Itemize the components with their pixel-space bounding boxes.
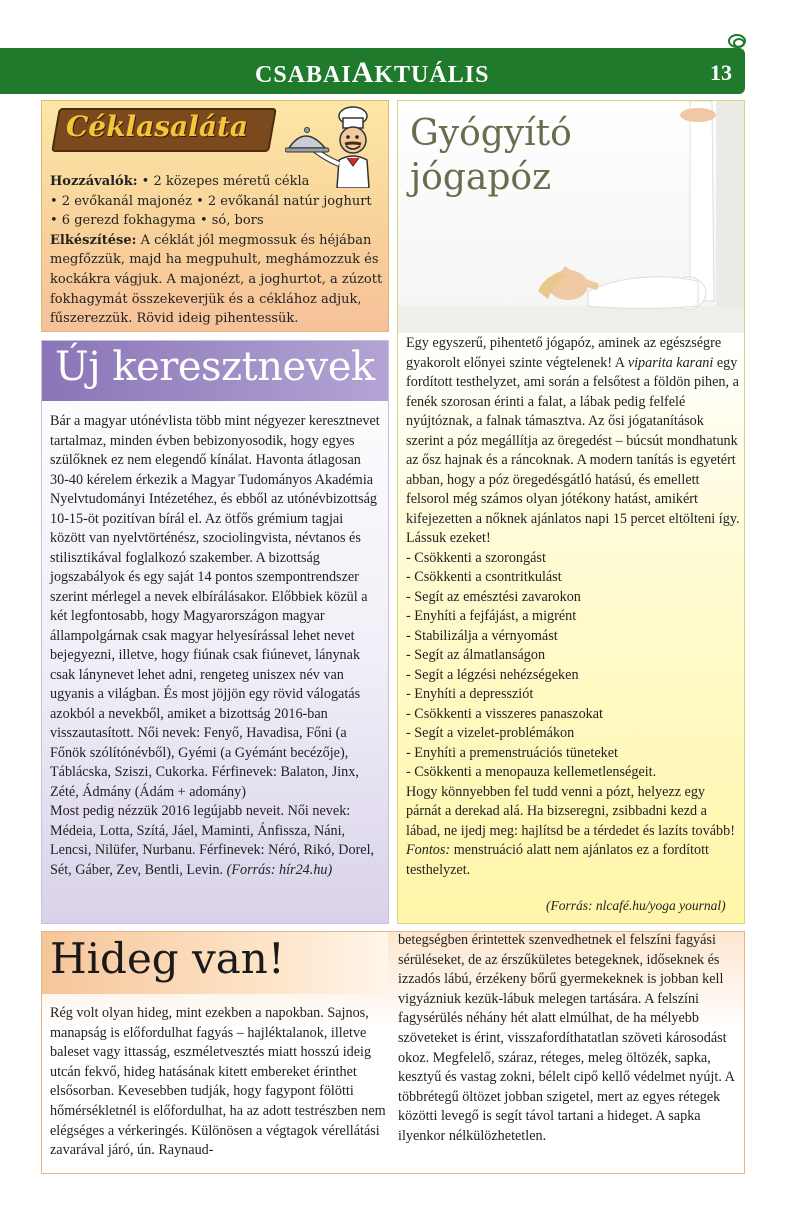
list-item: - Csökkenti a visszeres panaszokat: [406, 705, 603, 722]
list-item: - Segít a légzési nehézségeken: [406, 666, 579, 683]
recipe-text: [50, 172, 384, 329]
swirl-ornament-icon: [728, 34, 746, 48]
yoga-benefits-list: [406, 549, 740, 783]
names-paragraph-2: Most pedig nézzük 2016 legújabb neveit. Női nevek: Médeia, Lotta, Szítá, Jáel, Maminti, Ánfissza, Náni, Lencsi, Nilüfer, Nurbanu. Férfinevek: Néró, Rikó, Dorel, Sét, Gáber, Zev, Bentli, Levin. (Forrás: hír24.hu): [50, 803, 375, 878]
list-item: - Segít a vizelet-problémákon: [406, 725, 575, 741]
list-item: - Enyhíti a fejfájást, a migrént: [406, 608, 577, 624]
yoga-title-line-1: Gyógyító: [410, 113, 572, 154]
list-item: - Csökkenti a szorongást: [406, 549, 546, 566]
list-item: - Segít az álmatlanságon: [406, 647, 546, 663]
page-number: 13: [710, 60, 732, 85]
yoga-title-line-2: jógapóz: [410, 157, 552, 198]
list-item: - Segít az emésztési zavarokon: [406, 588, 581, 605]
list-item: - Enyhíti a depressziót: [406, 686, 534, 702]
list-item: - Csökkenti a csontritkulást: [406, 569, 562, 585]
yoga-intro: Egy egyszerű, pihentető jógapóz, aminek az egészségre gyakorolt előnyei szinte végtelenek! A viparita karani egy fordított testhelyzet, ami során a felsőtest a földön pihen, a fenék szorosan érinti a falat, a lábak pedig felfelé nyújtóznak, a falnak támasztva. Az ősi jógatanítások szerint a póz megállítja az öregedést – búcsút mondhatunk az ősz hajnak és a ráncoknak. A modern tanítás is egyetért abban, hogy a póz öregedésgátló hatású, és emellett felsorol még számos olyan jótékony hatást, amikért kifejezetten a nőknek ajánlatos napi 15 percet eltölteni így. Lássuk ezeket!: [406, 335, 740, 546]
yoga-title: [410, 112, 572, 200]
yoga-outro: Hogy könnyebben fel tudd venni a pózt, helyezz egy párnát a derekad alá. Ha bizseregni, zsibbadni kezd a lábad, ne ijedj meg: hajlítsd be a térdedet és lazíts tovább! Fontos: menstruáció alatt nem ajánlatos ez a fordított testhelyzet.: [406, 783, 735, 878]
names-source: (Forrás: hír24.hu): [226, 861, 333, 878]
names-article-text: [50, 412, 382, 880]
list-item: - Enyhíti a premenstruációs tüneteket: [406, 744, 618, 761]
yoga-article-text: [406, 334, 740, 880]
list-item: - Stabilizálja a vérnyomást: [406, 627, 558, 644]
list-item: - Csökkenti a menopauza kellemetlenségeit.: [406, 764, 657, 780]
yoga-source: (Forrás: nlcafé.hu/yoga yournal): [546, 898, 726, 913]
ingredients-line-2: • 2 evőkanál majonéz • 2 evőkanál natúr joghurt: [50, 193, 372, 209]
names-title: Új keresztnevek: [55, 344, 375, 390]
preparation-text: Elkészítése: A céklát jól megmossuk és héjában megfőzzük, majd ha megpuhult, meghámozzuk és kockákra vágjuk. A majonézt, a joghurtot, a zúzott fokhagymát összekeverjük és a céklához adjuk, fűszerezzük. Rövid ideig pihentessük.: [50, 232, 383, 327]
names-paragraph-1: Bár a magyar utónévlista több mint négyezer keresztnevet tartalmaz, minden évben bebizonyosodik, hogy egyes szülőknek ez nem elegendő kínálat. Havonta átlagosan 30-40 kérelem érkezik a Magyar Tudományos Akadémia Nyelvtudományi Intézetéhez, és ebből az utónévbizottság 10-15-öt pozitívan bírál el. Az ötfős grémium tagjai között van nyelvtörténész, szociolingvista, névtanos és stilisztikával foglalkozó szakember. A bizottság jogszabályok és egy saját 14 pontos szempontrendszer szerint mérlegel a nevek elbírálásakor. Előbbiek közül a két legfontosabb, hogy Magyarországon magyar állampolgárnak csak magyar helyesírással lehet nevet bejegyezni, illetve, hogy fiúnak csak fiúnevet, lánynak csak lánynevet lehet adni, rengeteg uniszex név van ugyanis a világban. És most jöjjön egy rövid válogatás azokból a nevekből, amiket a bizottság 2016-ban visszautasított. Női nevek: Fenyő, Havadisa, Főni (a Főnök szólítónévből), Gyémi (a Gyémánt becézője), Táblácska, Sziszi, Cukorka. Férfinevek: Balaton, Jinx, Zété, Ádmány (Ádám + adomány): [50, 413, 380, 800]
cold-title: Hideg van!: [50, 934, 285, 983]
magazine-title: CSABAIAKTUÁLIS: [255, 56, 490, 89]
cold-column-2: betegségben érintettek szenvedhetnek el felszíni fagyási sérüléseket, de az érszűkületes betegeknek, időseknek és izzadós lábú, érzékeny bőrű gyermekeknek is jobban kell vigyázniuk kezük-lábuk melegen tartására. A felszíni fagysérülés néhány hét alatt elmúlhat, de ha mélyebb szöveteket is érint, visszafordíthatatlan szöveti károsodást okoz. Megfelelő, száraz, réteges, meleg öltözék, sapka, kesztyű és vastag zokni, bélelt cipő kellő védelmet nyújt. A többrétegű öltözet jobban szigetel, mert az egyes rétegek közötti levegő is segít távol tartani a hideget. A sapka ilyenkor nélkülözhetetlen.: [398, 932, 735, 1144]
cold-column-1: Rég volt olyan hideg, mint ezekben a napokban. Sajnos, manapság is előfordulhat fagyás – hajléktalanok, illetve baleset vagy ittasság, eszméletvesztés miatt hosszú ideig utcán fekvő, hideg hatásának kitett embereket érinthet elsősorban. Kevesebben tudják, hogy fagypont fölötti hőmérsékletnél is előfordulhat, ha az adott testrészben nem elégséges a vérkeringés. Különösen a végtagok vérellátási zavarával járó, ún. Raynaud-: [50, 1005, 386, 1159]
ingredients-line-1: Hozzávalók: • 2 közepes méretű cékla: [50, 174, 310, 189]
ingredients-line-3: • 6 gerezd fokhagyma • só, bors: [50, 213, 264, 229]
recipe-title: Céklasaláta: [66, 110, 249, 143]
